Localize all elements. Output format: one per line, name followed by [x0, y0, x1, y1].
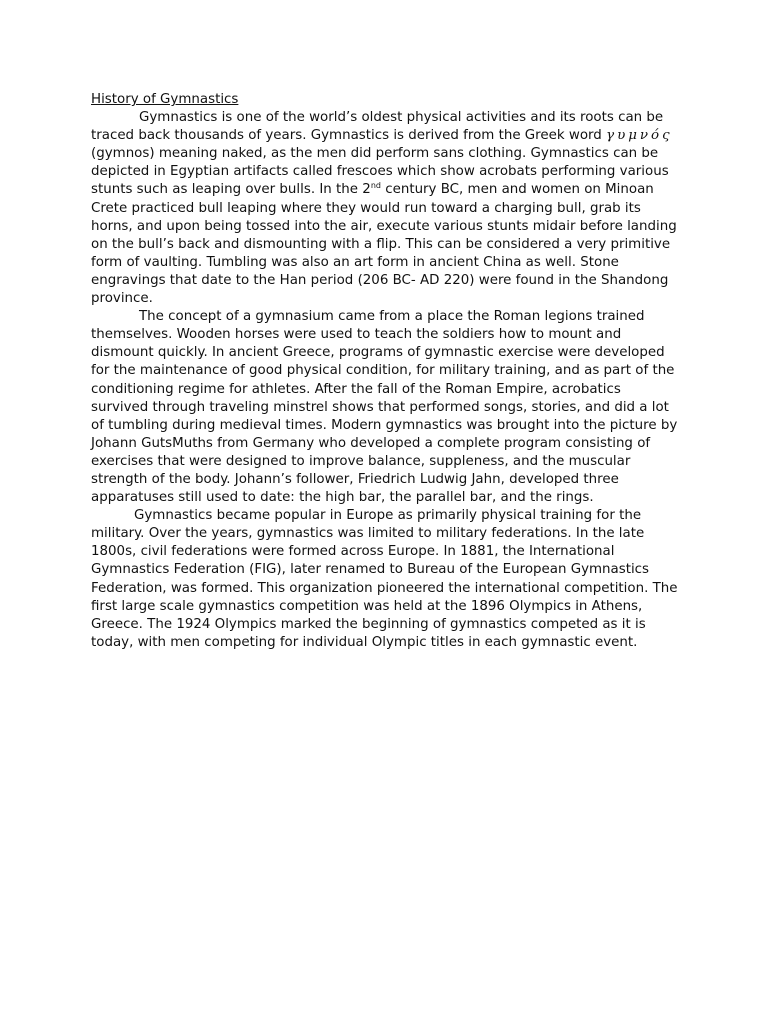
ordinal-superscript: nd — [370, 181, 381, 191]
paragraph-1-text-a: Gymnastics is one of the world’s oldest physical activities and its roots can be traced back thousands of years. Gymnastics is derived from the Greek word — [91, 110, 664, 144]
document-body — [91, 91, 679, 652]
paragraph-2: The concept of a gymnasium came from a place the Roman legions trained themselves. Wooden horses were used to teach the soldiers how to mount and dismount quickly. In ancient Greece, programs of gymnastic exercise were developed for the maintenance of good physical condition, for military training, and as part of the conditioning regime for athletes. After the fall of the Roman Empire, acrobatics survived through traveling minstrel shows that performed songs, stories, and did a lot of tumbling during medieval times. Modern gymnastics was brought into the picture by Johann GutsMuths from Germany who developed a complete program consisting of exercises that were designed to improve balance, suppleness, and the muscular strength of the body. Johann’s follower, Friedrich Ludwig Jahn, developed three apparatuses still used to date: the high bar, the parallel bar, and the rings. — [91, 309, 678, 506]
paragraph-1-text-c: century BC, men and women on Minoan Crete practiced bull leaping where they would run toward a charging bull, grab its horns, and upon being tossed into the air, execute various stunts midair before landing on the bull’s back and dismounting with a flip. This can be considered a very primitive form of vaulting. Tumbling was also an art form in ancient China as well. Stone engravings that date to the Han period (206 BC- AD 220) were found in the Shandong province. — [91, 182, 677, 307]
document-title: History of Gymnastics — [91, 92, 239, 107]
paragraph-1-text-b: (gymnos) meaning naked, as the men did perform sans clothing. Gymnastics can be depicted in Egyptian artifacts called frescoes which show acrobats performing various stunts such as leaping over bulls. In the 2 — [91, 146, 669, 198]
paragraph-1 — [91, 109, 679, 308]
greek-word: γυμνός — [606, 128, 673, 144]
paragraph-3: Gymnastics became popular in Europe as primarily physical training for the military. Over the years, gymnastics was limited to military federations. In the late 1800s, civil federations were formed across Europe. In 1881, the International Gymnastics Federation (FIG), later renamed to Bureau of the European Gymnastics Federation, was formed. This organization pioneered the international competition. The first large scale gymnastics competition was held at the 1896 Olympics in Athens, Greece. The 1924 Olympics marked the beginning of gymnastics competed as it is today, with men competing for individual Olympic titles in each gymnastic event. — [91, 508, 678, 650]
